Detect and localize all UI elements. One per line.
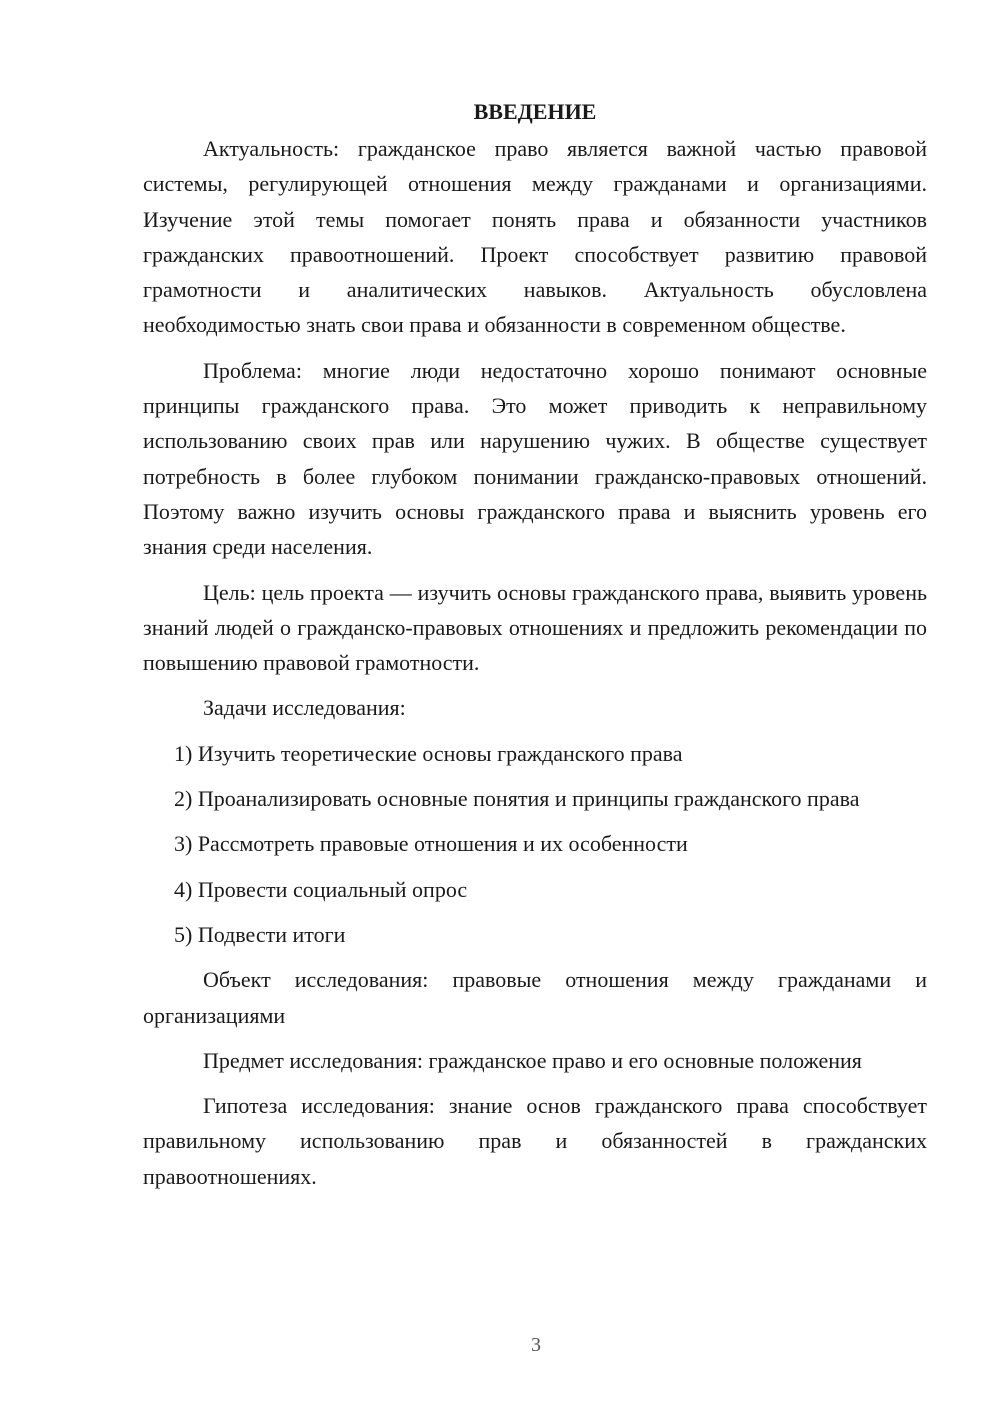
task-item-4: 4) Провести социальный опрос	[174, 876, 468, 902]
task-item-5: 5) Подвести итоги	[174, 921, 346, 947]
relevance-paragraph: Актуальность: гражданское право является важной частью правовой системы, регулирующей отношения между гражданами и организациями. Изучение этой темы помогает понять права и обязанности участников гражданских правоотношений. Проект способствует развитию правовой грамотности и аналитических навыков. Актуальность обусловлена необходимостью знать свои права и обязанности в современном обществе.	[143, 136, 927, 338]
task-item-2: 2) Проанализировать основные понятия и принципы гражданского права	[174, 786, 860, 812]
goal-paragraph: Цель: цель проекта — изучить основы гражданского права, выявить уровень знаний людей о гражданско-правовых отношениях и предложить рекомендации по повышению правовой грамотности.	[143, 579, 927, 676]
page-number: 3	[531, 1334, 541, 1356]
subject-paragraph: Предмет исследования: гражданское право и его основные положения	[203, 1047, 862, 1073]
section-title: ВВЕДЕНИЕ	[473, 99, 597, 124]
problem-paragraph: Проблема: многие люди недостаточно хорошо понимают основные принципы гражданского права. Это может приводить к неправильному использованию своих прав или нарушению чужих. В обществе существует потребность в более глубоком понимании гражданско-правовых отношений. Поэтому важно изучить основы гражданского права и выяснить уровень его знания среди населения.	[143, 357, 927, 560]
hypothesis-paragraph: Гипотеза исследования: знание основ гражданского права способствует правильному использованию прав и обязанностей в гражданских правоотношениях.	[143, 1093, 927, 1189]
tasks-heading: Задачи исследования:	[203, 695, 406, 721]
task-item-3: 3) Рассмотреть правовые отношения и их особенности	[174, 831, 688, 857]
object-paragraph: Объект исследования: правовые отношения между гражданами и организациями	[143, 967, 927, 1028]
page-content	[143, 94, 927, 1204]
task-item-1: 1) Изучить теоретические основы гражданского права	[174, 740, 683, 766]
